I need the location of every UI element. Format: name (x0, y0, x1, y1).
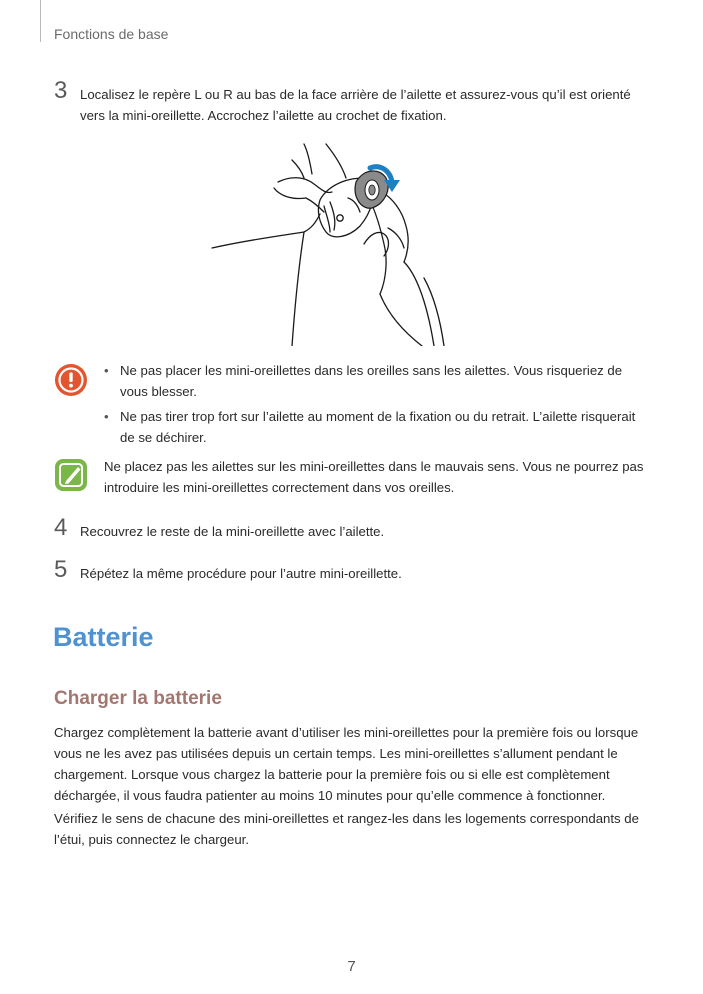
step-3 (54, 77, 653, 126)
wingtip-icon (355, 171, 388, 208)
page-number: 7 (347, 958, 356, 975)
caution-item (104, 360, 651, 402)
step-text: Localisez le repère L ou R au bas de la face arrière de l’ailette et assurez-vous qu’il est orienté vers la mini-oreillette. Accrochez l’ailette au crochet de fixation. (80, 87, 631, 123)
note-text: Ne placez pas les ailettes sur les mini-oreillettes dans le mauvais sens. Vous ne pourrez pas introduire les mini-oreillettes correctement dans vos oreilles. (104, 459, 644, 495)
caution-list (104, 360, 651, 452)
step-number: 4 (54, 514, 68, 541)
step-number: 5 (54, 556, 68, 583)
caution-text: Ne pas tirer trop fort sur l’ailette au moment de la fixation ou du retrait. L’ailette risquerait de se déchirer. (120, 409, 636, 445)
bullet-icon: • (104, 409, 109, 424)
caution-icon (54, 363, 88, 397)
bullet-icon: • (104, 363, 109, 378)
page-margin-rule (40, 0, 41, 42)
caution-text: Ne pas placer les mini-oreillettes dans les oreilles sans les ailettes. Vous risqueriez de vous blesser. (120, 363, 623, 399)
running-header: Fonctions de base (54, 26, 169, 42)
attach-wingtip-illustration (208, 140, 470, 346)
paragraph: Vérifiez le sens de chacune des mini-oreillettes et rangez-les dans les logements correspondants de l’étui, puis connectez le chargeur. (54, 811, 639, 847)
subsection-title: Charger la batterie (54, 688, 222, 709)
paragraph: Chargez complètement la batterie avant d’utiliser les mini-oreillettes pour la première fois ou lorsque vous ne les avez pas utilisées depuis un certain temps. Les mini-oreillettes s’allument pendant le chargement. Lorsque vous chargez la batterie pour la première fois ou si elle est complètement déchargée, il vous faudra patienter au moins 10 minutes pour qu’elle commence à fonctionner. (54, 725, 639, 803)
step-text: Répétez la même procédure pour l’autre mini-oreillette. (80, 566, 402, 581)
step-5 (54, 556, 653, 584)
section-title: Batterie (53, 622, 154, 652)
step-number: 3 (54, 77, 68, 104)
step-4 (54, 514, 653, 542)
step-text: Recouvrez le reste de la mini-oreillette avec l’ailette. (80, 524, 385, 539)
note-icon (54, 458, 88, 492)
caution-item (104, 406, 651, 448)
